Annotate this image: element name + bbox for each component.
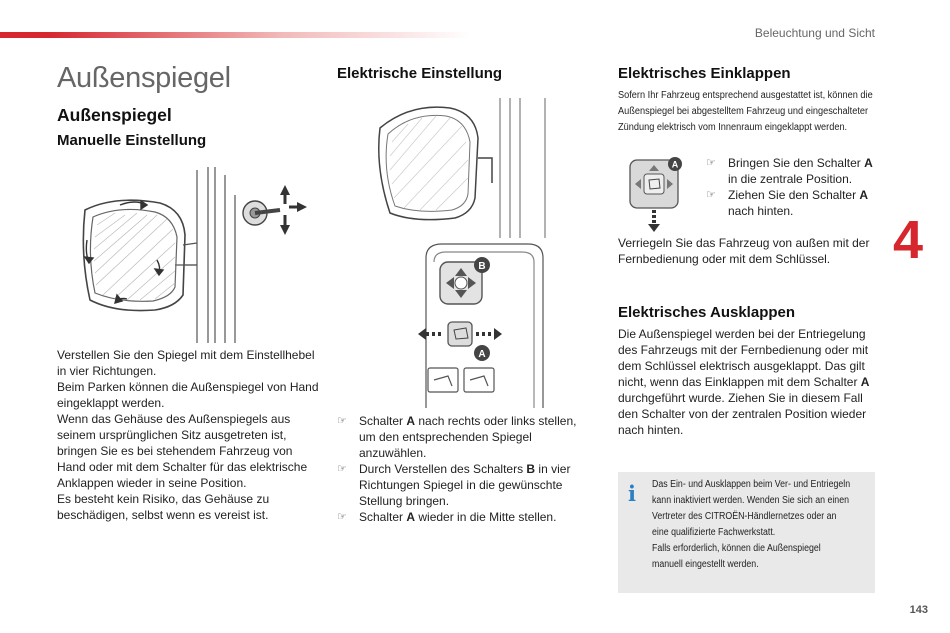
switch-a-label: A bbox=[478, 349, 486, 360]
manual-instructions bbox=[57, 347, 319, 523]
list-item: ☞ Bringen Sie den Schalter A in die zentrale Position. bbox=[706, 156, 873, 186]
lock-instruction: Verriegeln Sie das Fahrzeug von außen mit der Fernbedienung oder mit dem Schlüssel. bbox=[618, 236, 870, 266]
page-title: Außenspiegel bbox=[57, 62, 231, 94]
column-electric-adjust bbox=[337, 60, 587, 82]
switch-b-label: B bbox=[478, 261, 486, 272]
info-icon: i bbox=[628, 481, 636, 506]
electric-switch-panel-illustration bbox=[418, 240, 553, 408]
subsection-heading-unfold: Elektrisches Ausklappen bbox=[618, 304, 796, 321]
subsection-heading-fold: Elektrisches Einklappen bbox=[618, 65, 791, 82]
subsection-heading-electric: Elektrische Einstellung bbox=[337, 65, 503, 82]
hand-pointer-icon: ☞ bbox=[337, 463, 347, 475]
info-text: Das Ein- und Ausklappen beim Ver- und Entriegeln kann inaktiviert werden. Wenden Sie sich an einen Vertreter des CITROËN-Händlernetzes oder an eine qualifizierte Fachwerkstatt. Falls erforderlich, können die Außenspiegel manuell eingestellt werden. bbox=[652, 479, 851, 570]
hand-pointer-icon: ☞ bbox=[706, 157, 716, 169]
list-item: ☞ Durch Verstellen des Schalters B in vier Richtungen Spiegel in die gewünschte Stellung bringen. bbox=[337, 462, 571, 508]
electric-adjust-steps bbox=[337, 413, 587, 525]
header-accent-bar bbox=[0, 32, 470, 38]
section-heading: Außenspiegel bbox=[57, 105, 172, 125]
hand-pointer-icon: ☞ bbox=[337, 415, 347, 427]
unfold-description: Die Außenspiegel werden bei der Entriegelung des Fahrzeugs mit der Fernbedienung oder mit dem Schlüssel elektrisch ausgeklappt. Das gilt nicht, wenn das Einklappen mit dem Schalter A durchgeführt wurde. Ziehen Sie in diesem Fall den Schalter von der zentralen Position wieder nach hinten. bbox=[618, 327, 870, 437]
chapter-number: 4 bbox=[893, 210, 924, 270]
manual-paragraph: Verstellen Sie den Spiegel mit dem Einstellhebel in vier Richtungen. bbox=[57, 348, 315, 378]
hand-pointer-icon: ☞ bbox=[337, 511, 347, 523]
fold-steps bbox=[706, 155, 881, 219]
manual-paragraph: Beim Parken können die Außenspiegel von Hand eingeklappt werden. bbox=[57, 380, 319, 410]
list-item: ☞ Schalter A nach rechts oder links stellen, um den entsprechenden Spiegel anzuwählen. bbox=[337, 414, 577, 460]
page-number: 143 bbox=[909, 604, 928, 616]
manual-paragraph: Wenn das Gehäuse des Außenspiegels aus seinem ursprünglichen Sitz ausgetreten ist, bringen Sie es bei stehendem Fahrzeug von Hand oder mit dem Schalter für das elektrische Anklappen wieder in seine Position. bbox=[57, 412, 308, 490]
hand-pointer-icon: ☞ bbox=[706, 189, 716, 201]
column-electric-fold bbox=[618, 60, 878, 136]
fold-switch-a-label: A bbox=[671, 159, 679, 170]
section-title: Beleuchtung und Sicht bbox=[754, 26, 875, 40]
info-box bbox=[618, 472, 875, 593]
fold-intro: Sofern Ihr Fahrzeug entsprechend ausgestattet ist, können die Außenspiegel bei abgestelltem Fahrzeug und eingeschalteter Zündung elektrisch vom Innenraum eingeklappt werden. bbox=[618, 90, 873, 133]
electric-mirror-illustration bbox=[360, 98, 560, 238]
list-item: ☞ Schalter A wieder in die Mitte stellen. bbox=[337, 510, 557, 524]
manual-mirror-illustration bbox=[75, 165, 315, 343]
subsection-heading-manual: Manuelle Einstellung bbox=[57, 132, 207, 149]
list-item: ☞ Ziehen Sie den Schalter A nach hinten. bbox=[706, 188, 869, 218]
manual-paragraph: Es besteht kein Risiko, das Gehäuse zu beschädigen, selbst wenn es vereist ist. bbox=[57, 492, 270, 522]
fold-switch-illustration bbox=[627, 156, 687, 234]
column-manual bbox=[57, 60, 319, 149]
